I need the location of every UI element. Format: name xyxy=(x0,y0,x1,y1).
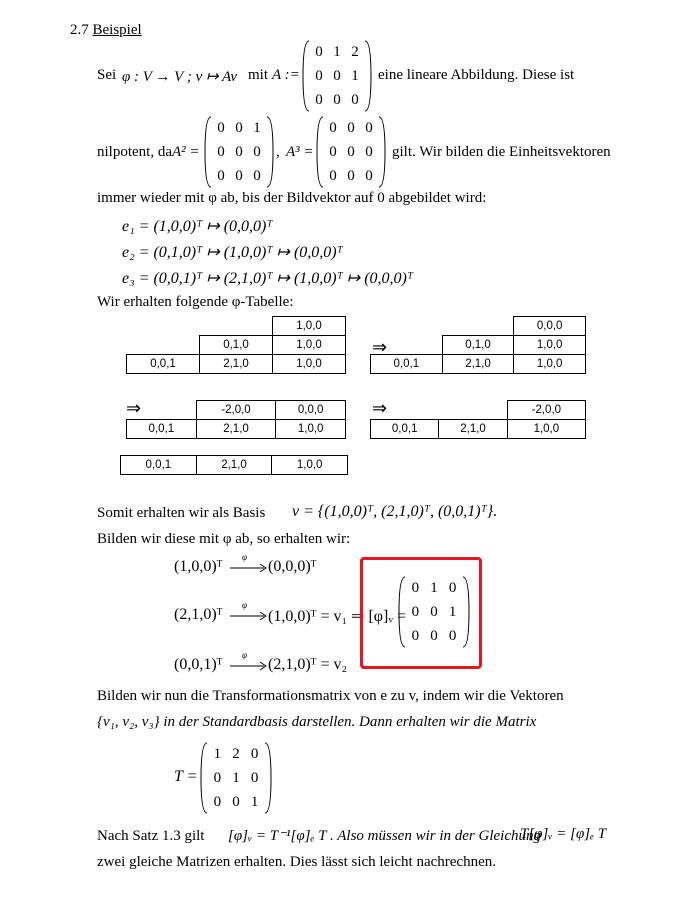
mapsto-arrow-2 xyxy=(228,604,268,624)
matrix-entry: 0 xyxy=(217,143,225,160)
table-row xyxy=(127,336,346,355)
table-cell: 0,0,1 xyxy=(127,420,197,439)
table-cell: 0,0,0 xyxy=(276,401,346,420)
matrix-entry: 0 xyxy=(347,167,355,184)
matrix-entry: 0 xyxy=(365,143,373,160)
table-cell: -2,0,0 xyxy=(507,401,585,420)
table-cell xyxy=(127,401,197,420)
matrix-entry: 0 xyxy=(430,603,438,620)
matrix-entry: 1 xyxy=(250,793,259,810)
map-from-1: (1,0,0)ᵀ xyxy=(174,558,223,575)
transform-line-1: Bilden wir nun die Transformationsmatrix von e zu v, indem wir die Vektoren xyxy=(97,688,564,704)
phi-table-3 xyxy=(126,400,346,439)
table-cell: 2,1,0 xyxy=(200,355,273,374)
table-cell: 2,1,0 xyxy=(442,355,514,374)
table-cell xyxy=(127,336,200,355)
closing-lead: Nach Satz 1.3 gilt xyxy=(97,828,205,844)
nil-comma: , xyxy=(276,144,280,160)
nil-tail: gilt. Wir bilden die Einheitsvektoren xyxy=(392,144,611,160)
section-title: Beispiel xyxy=(92,22,142,38)
section-heading xyxy=(70,22,142,39)
matrix-entry: 0 xyxy=(333,91,341,108)
table-cell: 1,0,0 xyxy=(507,420,585,439)
table-cell: 1,0,0 xyxy=(273,317,346,336)
matrix-entries xyxy=(324,116,378,188)
matrix-a3 xyxy=(316,116,386,188)
e1-line: e₁ = (1,0,0)ᵀ ↦ (0,0,0)ᵀ xyxy=(122,218,273,235)
map-to-1: (0,0,0)ᵀ xyxy=(268,558,317,575)
implies-arrow-2: ⇒ xyxy=(126,398,142,418)
matrix-entry: 0 xyxy=(365,119,373,136)
matrix-entry: 1 xyxy=(448,603,457,620)
matrix-entry: 0 xyxy=(253,167,261,184)
matrix-entry: 0 xyxy=(253,143,261,160)
matrix-t xyxy=(200,742,272,814)
matrix-entry: 0 xyxy=(217,167,225,184)
intro-map: φ : V → V ; v ↦ Av xyxy=(122,69,238,85)
line-immer: immer wieder mit φ ab, bis der Bildvektor auf 0 abgebildet wird: xyxy=(97,190,487,206)
table-cell: 1,0,0 xyxy=(273,336,346,355)
matrix-entry: 0 xyxy=(365,167,373,184)
table-cell xyxy=(371,336,443,355)
matrix-entry: 1 xyxy=(213,745,222,762)
matrix-entry: 1 xyxy=(333,43,341,60)
matrix-entry: 0 xyxy=(411,627,420,644)
closing-formula: [φ]ᵥ = T⁻¹[φ]ₑ T . Also müssen wir in der Gleichung xyxy=(228,828,541,844)
matrix-entry: 0 xyxy=(411,579,420,596)
matrix-phi-v xyxy=(398,576,470,648)
right-paren xyxy=(264,742,272,814)
map-from-3: (0,0,1)ᵀ xyxy=(174,656,223,673)
matrix-entry: 2 xyxy=(351,43,359,60)
matrix-entry: 2 xyxy=(232,745,240,762)
phi-table-5 xyxy=(120,455,348,475)
map-to-3: (2,1,0)ᵀ = v₂ xyxy=(268,656,348,673)
table-row xyxy=(127,420,346,439)
intro-sei: Sei xyxy=(97,67,117,83)
arrow-phi-label-1: φ xyxy=(242,552,247,562)
table-intro: Wir erhalten folgende φ-Tabelle: xyxy=(97,294,294,310)
table-row xyxy=(121,456,348,475)
closing-equation: T[φ]ᵥ = [φ]ₑ T xyxy=(520,826,607,842)
arrow-phi-label-3: φ xyxy=(242,650,247,660)
map-to-2: (1,0,0)ᵀ = v₁ ⇒ [φ]ᵥ = xyxy=(268,608,407,625)
matrix-entry: 0 xyxy=(347,119,355,136)
nil-lead: nilpotent, da xyxy=(97,144,172,160)
matrix-entry: 1 xyxy=(253,119,261,136)
matrix-entry: 0 xyxy=(411,603,420,620)
nil-a3: A³ = xyxy=(286,144,314,160)
table-cell: 0,0,0 xyxy=(514,317,586,336)
implies-arrow-3: ⇒ xyxy=(372,398,388,418)
table-cell xyxy=(439,401,507,420)
table-row xyxy=(371,420,586,439)
matrix-entries xyxy=(208,742,264,814)
left-paren xyxy=(200,742,208,814)
intro-mit: mit xyxy=(248,67,269,83)
matrix-entry: 1 xyxy=(430,579,438,596)
table-row xyxy=(127,317,346,336)
phi-table-1 xyxy=(126,316,346,374)
table-cell: 0,0,1 xyxy=(371,355,443,374)
matrix-entry: 0 xyxy=(235,167,243,184)
matrix-entry: 0 xyxy=(315,67,323,84)
matrix-entry: 1 xyxy=(351,67,359,84)
matrix-entry: 0 xyxy=(448,627,457,644)
nil-a2: A² = xyxy=(172,144,200,160)
map-line: Bilden wir diese mit φ ab, so erhalten wir: xyxy=(97,531,351,547)
matrix-entry: 1 xyxy=(232,769,240,786)
transform-line-2: {v₁, v₂, v₃} in der Standardbasis darstellen. Dann erhalten wir die Matrix xyxy=(97,714,537,730)
t-label: T = xyxy=(174,768,198,785)
intro-tail: eine lineare Abbildung. Diese ist xyxy=(378,67,575,83)
map-from-2: (2,1,0)ᵀ xyxy=(174,606,223,623)
table-row xyxy=(371,317,586,336)
right-paren xyxy=(364,40,372,112)
table-cell xyxy=(371,401,439,420)
phi-table-4 xyxy=(370,400,586,439)
matrix-entry: 0 xyxy=(329,119,337,136)
table-cell: 2,1,0 xyxy=(196,456,272,475)
table-row xyxy=(127,401,346,420)
matrix-entries xyxy=(212,116,266,188)
mapsto-arrow-3 xyxy=(228,654,268,674)
matrix-entry: 0 xyxy=(250,769,259,786)
e2-line: e₂ = (0,1,0)ᵀ ↦ (1,0,0)ᵀ ↦ (0,0,0)ᵀ xyxy=(122,244,343,261)
matrix-entry: 0 xyxy=(448,579,457,596)
table-cell: 2,1,0 xyxy=(439,420,507,439)
phi-table-2 xyxy=(370,316,586,374)
left-paren xyxy=(316,116,324,188)
matrix-entry: 0 xyxy=(347,143,355,160)
table-cell xyxy=(200,317,273,336)
table-cell: 1,0,0 xyxy=(272,456,348,475)
matrix-entry: 0 xyxy=(329,143,337,160)
implies-arrow-1: ⇒ xyxy=(372,337,388,357)
basis-lead: Somit erhalten wir als Basis xyxy=(97,505,266,521)
matrix-a xyxy=(302,40,372,112)
table-cell: 1,0,0 xyxy=(514,355,586,374)
table-cell xyxy=(442,317,514,336)
table-cell: 0,0,1 xyxy=(127,355,200,374)
table-row xyxy=(371,355,586,374)
matrix-entry: 0 xyxy=(329,167,337,184)
table-cell: 1,0,0 xyxy=(276,420,346,439)
matrix-entry: 0 xyxy=(232,793,240,810)
table-cell: 1,0,0 xyxy=(514,336,586,355)
matrix-entry: 0 xyxy=(250,745,259,762)
right-paren xyxy=(378,116,386,188)
closing-line-2: zwei gleiche Matrizen erhalten. Dies lässt sich leicht nachrechnen. xyxy=(97,854,496,870)
matrix-entry: 0 xyxy=(217,119,225,136)
matrix-entry: 0 xyxy=(333,67,341,84)
table-row xyxy=(371,401,586,420)
table-cell xyxy=(371,317,443,336)
basis-formula: v = {(1,0,0)ᵀ, (2,1,0)ᵀ, (0,0,1)ᵀ}. xyxy=(292,503,498,520)
matrix-entry: 0 xyxy=(315,91,323,108)
arrow-phi-label-2: φ xyxy=(242,600,247,610)
table-cell: 0,0,1 xyxy=(121,456,197,475)
table-cell: 0,1,0 xyxy=(200,336,273,355)
table-row xyxy=(127,355,346,374)
matrix-entry: 0 xyxy=(351,91,359,108)
table-row xyxy=(371,336,586,355)
table-cell: 0,0,1 xyxy=(371,420,439,439)
matrix-entry: 0 xyxy=(430,627,438,644)
matrix-entry: 0 xyxy=(213,793,222,810)
e3-line: e₃ = (0,0,1)ᵀ ↦ (2,1,0)ᵀ ↦ (1,0,0)ᵀ ↦ (0,0,0)ᵀ xyxy=(122,270,414,287)
left-paren xyxy=(204,116,212,188)
right-paren xyxy=(462,576,470,648)
matrix-entry: 0 xyxy=(235,119,243,136)
matrix-entry: 0 xyxy=(213,769,222,786)
table-cell xyxy=(127,317,200,336)
matrix-entries xyxy=(310,40,364,112)
table-cell: 2,1,0 xyxy=(196,420,276,439)
matrix-entry: 0 xyxy=(315,43,323,60)
mapsto-arrow-1 xyxy=(228,556,268,576)
left-paren xyxy=(302,40,310,112)
matrix-entries xyxy=(406,576,462,648)
matrix-entry: 0 xyxy=(235,143,243,160)
right-paren xyxy=(266,116,274,188)
left-paren xyxy=(398,576,406,648)
table-cell: -2,0,0 xyxy=(196,401,276,420)
section-number: 2.7 xyxy=(70,22,89,38)
intro-a-def: A := xyxy=(272,67,300,83)
table-cell: 0,1,0 xyxy=(442,336,514,355)
table-cell: 1,0,0 xyxy=(273,355,346,374)
matrix-a2 xyxy=(204,116,274,188)
